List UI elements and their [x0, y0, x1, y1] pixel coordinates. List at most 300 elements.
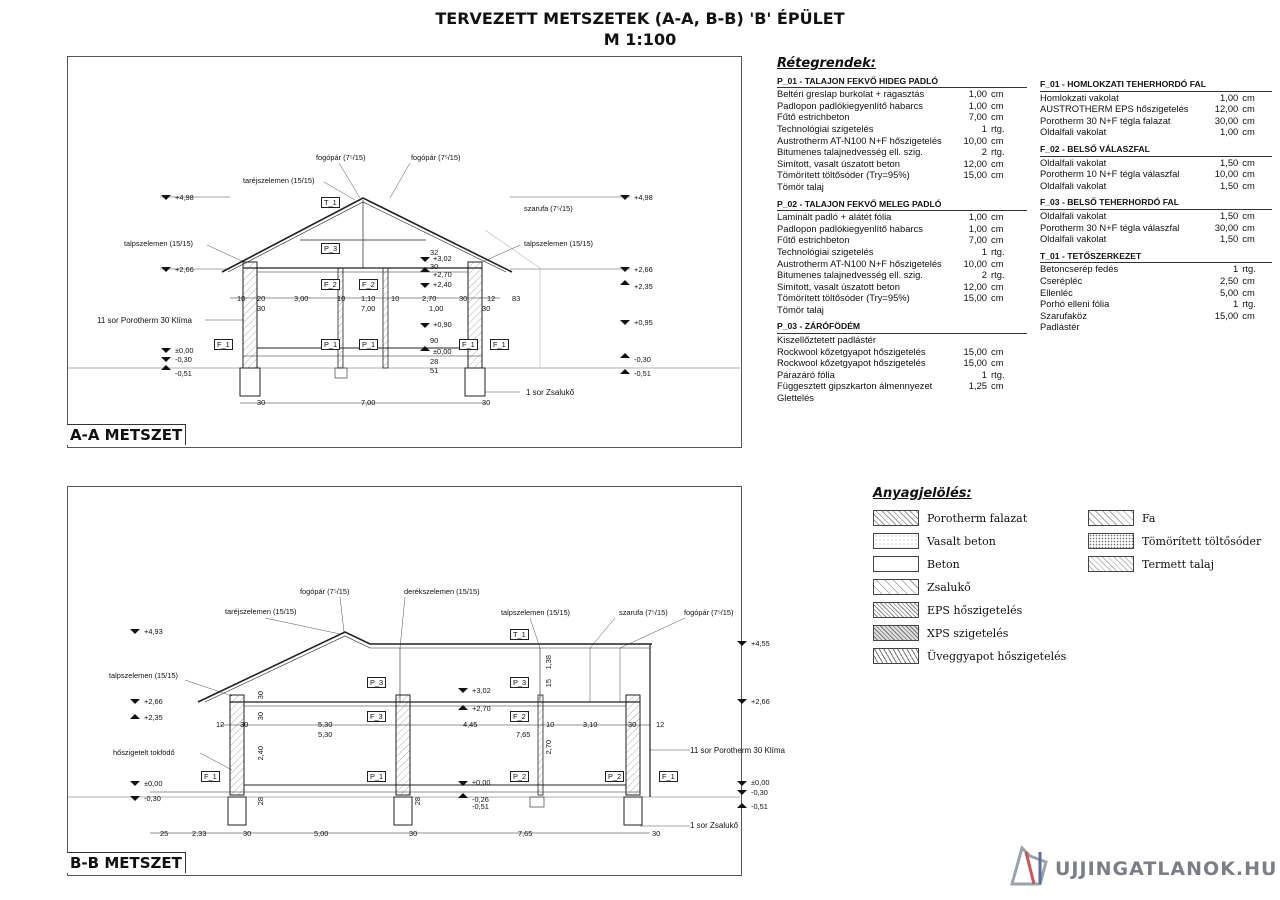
layer-row-unit: cm: [991, 169, 1004, 181]
layer-row: [1040, 92, 1272, 104]
layer-row-value: 1: [1233, 298, 1239, 310]
bb-label-tarejszelemen: taréjszelemen (15/15): [225, 607, 297, 616]
layer-row-unit: cm: [1242, 103, 1255, 115]
layer-row-value: 1,00: [1220, 91, 1239, 103]
bb-dim-13: 1,38: [544, 655, 553, 670]
layer-row: [1040, 210, 1272, 222]
bb-level-mid-3: ±0,00: [472, 778, 491, 787]
swatch-zsaluko: [873, 579, 919, 595]
layer-row-name: Rockwool kőzetgyapot hőszigetelés: [777, 345, 926, 357]
layer-row-unit: cm: [1242, 209, 1255, 221]
legend-item-porotherm: Porotherm falazat: [873, 510, 1027, 526]
aa-dim-10: 83: [512, 294, 521, 303]
layer-row-value: 12,00: [963, 157, 987, 169]
bb-dim-15: 30: [256, 712, 265, 721]
layer-row-value: 1,50: [1220, 156, 1239, 168]
layer-row-name: Beltéri greslap burkolat + ragasztás: [777, 88, 925, 100]
layer-row-name: AUSTROTHERM EPS hőszigetelés: [1040, 103, 1189, 115]
layer-row: [777, 146, 1027, 158]
layer-row-value: 15,00: [1214, 309, 1239, 321]
layer-row-name: Technológiai szigetelés: [777, 245, 874, 257]
bb-dim-17: 28: [256, 797, 265, 806]
swatch-vasalt-beton: [873, 533, 919, 549]
layer-row-unit: cm: [1242, 156, 1255, 168]
layer-row-unit: cm: [1242, 126, 1255, 138]
aa-level-left-1: +4,98: [175, 193, 194, 202]
layer-row-name: Austrotherm AT-N100 N+F hőszigetelés: [777, 134, 942, 146]
layer-row-name: Szarufaköz: [1040, 309, 1087, 321]
layer-row-name: Padlopon padlókiegyenlítő habarcs: [777, 99, 923, 111]
layer-row-name: Simított, vasalt úszatott beton: [777, 280, 900, 292]
aa-dim-6: 10: [391, 294, 400, 303]
layer-row: [777, 281, 1027, 293]
aa-dim-15: 30: [257, 398, 266, 407]
layer-row-name: Bitumenes talajnedvesség ell. szig.: [777, 146, 923, 158]
bb-dim-4: 5,30: [318, 730, 333, 739]
aa-tag-f1-2: F_1: [459, 339, 478, 350]
legend-item-fa: Fa: [1088, 510, 1155, 526]
layer-row: [777, 100, 1027, 112]
bb-dim-25: 30: [652, 829, 661, 838]
bb-dim-19: 25: [160, 829, 169, 838]
layer-row-unit: cm: [991, 292, 1004, 304]
watermark-text: UJJINGATLANOK.HU: [1055, 858, 1278, 880]
layer-row-unit: cm: [991, 257, 1004, 269]
aa-level-right-2: +2,66: [634, 265, 653, 274]
layer-row-unit: cm: [991, 234, 1004, 246]
aa-dim-8: 30: [459, 294, 468, 303]
layer-row: [777, 304, 1027, 316]
aa-level-mid-2: +2,70: [433, 270, 452, 279]
layer-group-title: F_02 - BELSŐ VÁLASZFAL: [1040, 144, 1272, 157]
layer-row: [777, 380, 1027, 392]
swatch-toltosoder: [1088, 533, 1134, 549]
layer-spec-column-1: [777, 58, 1027, 404]
layer-group-title: P_03 - ZÁRÓFÖDÉM: [777, 321, 1027, 334]
aa-level-right-6: -0,51: [634, 369, 651, 378]
layer-row-value: 2,50: [1220, 274, 1239, 286]
layer-group-title: T_01 - TETŐSZERKEZET: [1040, 251, 1272, 264]
layer-group-title: F_01 - HOMLOKZATI TEHERHORDÓ FAL: [1040, 79, 1272, 92]
layer-row-value: [947, 392, 991, 404]
layer-row-name: Simított, vasalt úszatott beton: [777, 157, 900, 169]
bb-label-zsaluko: 1 sor Zsalukő: [690, 821, 739, 830]
layer-row-value: 30,00: [1214, 114, 1239, 126]
layer-row-unit: cm: [991, 111, 1004, 123]
layer-row-name: Porotherm 30 N+F tégla válaszfal: [1040, 221, 1180, 233]
aa-mid-dim-2: 30: [430, 262, 439, 271]
swatch-uveggyapot: [873, 648, 919, 664]
layer-row: [777, 346, 1027, 358]
layer-row-value: 15,00: [963, 345, 987, 357]
layer-row-name: Ellenléc: [1040, 286, 1073, 298]
layer-row-value: 5,00: [1220, 286, 1239, 298]
aa-level-left-2: +2,66: [175, 265, 194, 274]
layer-row: [777, 88, 1027, 100]
layer-row-name: Glettelés: [777, 392, 814, 404]
bb-tag-t1: T_1: [510, 629, 529, 640]
layer-row: [777, 123, 1027, 135]
aa-dim-17: 30: [482, 398, 491, 407]
layer-row-value: 10,00: [1214, 168, 1239, 180]
aa-level-right-1: +4,98: [634, 193, 653, 202]
layer-row-name: Porotherm 10 N+F tégla válaszfal: [1040, 168, 1180, 180]
aa-mid-dim-1: 32: [430, 248, 439, 257]
layer-row-unit: rtg.: [991, 146, 1005, 158]
layer-row-value: 10,00: [963, 257, 987, 269]
layer-row-unit: cm: [1242, 179, 1255, 191]
layer-row: [1040, 310, 1272, 322]
bb-label-fogopar-2: fogópár (7⁵/15): [684, 608, 734, 617]
bb-dim-8: 3,10: [583, 720, 598, 729]
layer-row: [1040, 180, 1272, 192]
drawing-title-line1: TERVEZETT METSZETEK (A-A, B-B) 'B' ÉPÜLET: [435, 9, 845, 28]
bb-dim-1: 12: [216, 720, 225, 729]
aa-label-talpszelemen-right: talpszelemen (15/15): [524, 239, 594, 248]
swatch-beton: [873, 556, 919, 572]
layer-row-unit: cm: [1242, 91, 1255, 103]
bb-tag-p3-1: P_3: [367, 677, 386, 688]
layer-row-unit: cm: [1242, 233, 1255, 245]
aa-level-right-3: +2,35: [634, 282, 653, 291]
bb-dim-21: 30: [243, 829, 252, 838]
bb-level-mid-1: +3,02: [472, 686, 491, 695]
layer-row: [777, 211, 1027, 223]
bb-dim-10: 12: [656, 720, 665, 729]
aa-level-right-4: +0,95: [634, 318, 653, 327]
layer-row-unit: cm: [991, 280, 1004, 292]
aa-label-porotherm: 11 sor Porotherm 30 Klíma: [97, 316, 193, 325]
layer-row-unit: cm: [1242, 309, 1255, 321]
layer-row: [777, 135, 1027, 147]
layer-row-name: Padlopon padlókiegyenlítő habarcs: [777, 222, 923, 234]
legend-item-termett-talaj: Termett talaj: [1088, 556, 1214, 572]
layer-row-value: 12,00: [963, 280, 987, 292]
layer-row-value: 1: [981, 368, 987, 380]
layer-row-value: 15,00: [963, 169, 987, 181]
bb-level-mid-5: -0,51: [472, 802, 489, 811]
aa-level-left-3: ±0,00: [175, 346, 194, 355]
bb-dim-22: 5,00: [314, 829, 329, 838]
layer-row-name: Tömör talaj: [777, 180, 824, 192]
aa-dim-12: 7,00: [361, 304, 376, 313]
legend-item-zsaluko: Zsalukő: [873, 579, 971, 595]
aa-tag-p1-1: P_1: [321, 339, 340, 350]
bb-level-right-5: -0,51: [751, 802, 768, 811]
layer-row-unit: rtg.: [991, 245, 1005, 257]
bb-tag-p2-1: P_2: [510, 771, 529, 782]
layer-row-value: 1,25: [968, 380, 987, 392]
bb-level-left-1: +4,93: [144, 627, 163, 636]
layer-row-value: 15,00: [963, 357, 987, 369]
bb-label-porotherm: 11 sor Porotherm 30 Klíma: [690, 746, 786, 755]
aa-level-left-5: -0,51: [175, 369, 192, 378]
bb-dim-24: 7,65: [518, 829, 533, 838]
bb-dim-3: 5,30: [318, 720, 333, 729]
aa-level-right-5: -0,30: [634, 355, 651, 364]
layer-row-value: 2: [981, 146, 987, 158]
layer-row-name: Tömör talaj: [777, 303, 824, 315]
legend-heading: Anyagjelölés:: [873, 486, 972, 501]
layer-row: [777, 246, 1027, 258]
bb-level-right-4: -0,30: [751, 788, 768, 797]
bb-dim-11: 2,40: [256, 746, 265, 761]
layer-row: [777, 269, 1027, 281]
bb-label-szarufa: szarufa (7⁵/15): [619, 608, 668, 617]
layer-row-unit: cm: [991, 380, 1004, 392]
aa-dim-5: 1,10: [361, 294, 376, 303]
layer-row-value: 30,00: [1214, 221, 1239, 233]
bb-tag-f1-2: F_1: [659, 771, 678, 782]
layer-row: [777, 223, 1027, 235]
layer-row-value: [947, 181, 991, 193]
layer-row-name: Oldalfali vakolat: [1040, 209, 1107, 221]
layer-row-name: Párazáró fólia: [777, 368, 835, 380]
bb-level-left-4: ±0,00: [144, 779, 163, 788]
swatch-fa: [1088, 510, 1134, 526]
layer-row-unit: [991, 392, 1021, 404]
aa-dim-13: 30: [482, 304, 491, 313]
layer-row-name: Kiszellőztetett padlástér: [777, 334, 877, 346]
layer-row: [1040, 103, 1272, 115]
layer-row-name: Porotherm 30 N+F tégla falazat: [1040, 114, 1171, 126]
layer-row-name: Tömörített töltősóder (Try=95%): [777, 169, 910, 181]
aa-tag-f1-3: F_1: [490, 339, 509, 350]
aa-label-zsaluko: 1 sor Zsalukő: [526, 388, 575, 397]
legend-item-vasalt-beton: Vasalt beton: [873, 533, 996, 549]
layer-row-name: Fűtő estrichbeton: [777, 234, 850, 246]
layer-group-title: P_01 - TALAJON FEKVŐ HIDEG PADLÓ: [777, 76, 1027, 89]
bb-dim-16: 30: [256, 691, 265, 700]
layer-row-unit: rtg.: [991, 368, 1005, 380]
layer-row-value: 7,00: [968, 111, 987, 123]
bb-level-right-2: +2,66: [751, 697, 770, 706]
layer-group-title: P_02 - TALAJON FEKVŐ MELEG PADLÓ: [777, 199, 1027, 212]
layer-row: [777, 292, 1027, 304]
layer-row: [1040, 222, 1272, 234]
layer-row-name: Bitumenes talajnedvesség ell. szig.: [777, 269, 923, 281]
aa-mid-dim-4: 28: [430, 357, 439, 366]
aa-tag-f2-1: F_2: [321, 279, 340, 290]
layer-row-name: Rockwool kőzetgyapot hőszigetelés: [777, 357, 926, 369]
aa-dim-7: 2,70: [422, 294, 437, 303]
layer-groups-1: [777, 76, 1027, 404]
layer-row-value: 1,50: [1220, 209, 1239, 221]
bb-tag-f2: F_2: [510, 711, 529, 722]
layer-row-unit: cm: [1242, 286, 1255, 298]
bb-label-tokfodo: hőszigetelt tokfödő: [113, 748, 175, 757]
bb-dim-23: 30: [409, 829, 418, 838]
bb-tag-p1: P_1: [367, 771, 386, 782]
aa-dim-9: 12: [487, 294, 496, 303]
layer-row: [777, 169, 1027, 181]
aa-mid-dim-5: 51: [430, 366, 439, 375]
layer-row-unit: cm: [991, 157, 1004, 169]
layer-row-unit: cm: [1242, 221, 1255, 233]
aa-dim-4: 10: [337, 294, 346, 303]
layer-row-name: Függesztett gipszkarton álmennyezet: [777, 380, 933, 392]
layer-row-value: [947, 334, 991, 346]
layer-row-name: Oldalfali vakolat: [1040, 233, 1107, 245]
layer-row: [777, 369, 1027, 381]
aa-level-mid-3: +2,40: [433, 280, 452, 289]
aa-label-fogopar-1: fogópár (7⁵/15): [316, 153, 366, 162]
layer-row: [777, 392, 1027, 404]
aa-dim-3: 3,00: [294, 294, 309, 303]
layer-row-value: 1,00: [968, 222, 987, 234]
bb-dim-7: 10: [546, 720, 555, 729]
aa-dim-16: 7,00: [361, 398, 376, 407]
layer-spec-heading: Rétegrendek:: [777, 56, 876, 71]
layer-row-name: Betoncserép fedés: [1040, 263, 1119, 275]
layer-row-value: 12,00: [1214, 103, 1239, 115]
layer-row: [1040, 157, 1272, 169]
layer-row-value: 1,50: [1220, 233, 1239, 245]
layer-row-name: Oldalfali vakolat: [1040, 179, 1107, 191]
aa-tag-t1: T_1: [321, 197, 340, 208]
layer-row-name: Porhó elleni fólia: [1040, 298, 1110, 310]
layer-row-name: Fűtő estrichbeton: [777, 111, 850, 123]
aa-dim-14: 1,00: [429, 304, 444, 313]
layer-row-name: Austrotherm AT-N100 N+F hőszigetelés: [777, 257, 942, 269]
layer-row-unit: cm: [991, 99, 1004, 111]
layer-row-unit: cm: [1242, 114, 1255, 126]
layer-row-unit: rtg.: [1242, 263, 1256, 275]
layer-row-unit: rtg.: [991, 269, 1005, 281]
legend-item-eps: EPS hőszigetelés: [873, 602, 1022, 618]
layer-row-unit: cm: [991, 357, 1004, 369]
layer-row-name: Laminált padló + alátét fólia: [777, 211, 892, 223]
layer-row-name: Homlokzati vakolat: [1040, 91, 1119, 103]
bb-level-right-1: +4,55: [751, 639, 770, 648]
layer-row-name: Oldalfali vakolat: [1040, 156, 1107, 168]
layer-row-value: 1,00: [968, 99, 987, 111]
aa-label-szarufa: szarufa (7⁵/15): [524, 204, 573, 213]
swatch-porotherm: [873, 510, 919, 526]
aa-level-mid-1: +3,02: [433, 254, 452, 263]
bb-dim-9: 30: [628, 720, 637, 729]
bb-label-fogopar-1: fogópár (7⁵/15): [300, 587, 350, 596]
bb-dim-12: 2,70: [544, 740, 553, 755]
layer-row: [777, 158, 1027, 170]
aa-tag-f1-1: F_1: [214, 339, 233, 350]
aa-tag-p1-2: P_1: [359, 339, 378, 350]
layer-row: [1040, 233, 1272, 245]
layer-row: [1040, 126, 1272, 138]
bb-label-talpszelemen-left: talpszelemen (15/15): [109, 671, 179, 680]
bb-level-mid-2: +2,70: [472, 704, 491, 713]
layer-row-name: Tömörített töltősóder (Try=95%): [777, 292, 910, 304]
bb-dim-2: 30: [240, 720, 249, 729]
layer-row: [777, 258, 1027, 270]
aa-level-left-4: -0,30: [175, 355, 192, 364]
layer-row: [1040, 287, 1272, 299]
layer-row-unit: rtg.: [991, 122, 1005, 134]
bb-dim-20: 2,33: [192, 829, 207, 838]
bb-label-derekszelemen: derékszelemen (15/15): [404, 587, 480, 596]
bb-tag-p3-2: P_3: [510, 677, 529, 688]
layer-row: [1040, 298, 1272, 310]
layer-row-name: Padlástér: [1040, 321, 1080, 333]
layer-row: [777, 334, 1027, 346]
bb-tag-f3: F_3: [367, 711, 386, 722]
bb-dim-14: 15: [544, 679, 553, 688]
bb-level-left-2: +2,66: [144, 697, 163, 706]
aa-tag-p3: P_3: [321, 243, 340, 254]
layer-groups-2: [1040, 79, 1272, 333]
layer-group-title: F_03 - BELSŐ TEHERHORDÓ FAL: [1040, 197, 1272, 210]
bb-label-talpszelemen: talpszelemen (15/15): [501, 608, 571, 617]
layer-row: [1040, 115, 1272, 127]
layer-row: [777, 111, 1027, 123]
layer-row-unit: cm: [1242, 168, 1255, 180]
drawing-scale: M 1:100: [603, 30, 677, 49]
swatch-termett-talaj: [1088, 556, 1134, 572]
layer-row-value: 7,00: [968, 234, 987, 246]
aa-label-talpszelemen-left: talpszelemen (15/15): [124, 239, 194, 248]
bb-level-mid-4: -0,26: [472, 795, 489, 804]
bb-level-left-5: -0,30: [144, 794, 161, 803]
layer-row-name: Cserépléc: [1040, 274, 1083, 286]
layer-row-value: 1,50: [1220, 179, 1239, 191]
layer-row-value: [1199, 321, 1243, 333]
layer-row-unit: [991, 181, 1021, 193]
layer-row-unit: cm: [991, 88, 1004, 100]
layer-spec-column-2: [1040, 58, 1272, 333]
layer-row: [1040, 321, 1272, 333]
layer-row: [777, 181, 1027, 193]
legend-item-beton: Beton: [873, 556, 960, 572]
aa-level-mid-5: ±0,00: [433, 347, 452, 356]
layer-row-unit: cm: [991, 211, 1004, 223]
layer-row-unit: cm: [991, 134, 1004, 146]
layer-row-value: 15,00: [963, 292, 987, 304]
legend-item-uveggyapot: Üveggyapot hőszigetelés: [873, 648, 1066, 664]
layer-row-value: 1: [1233, 263, 1239, 275]
aa-label-fogopar-2: fogópár (7⁵/15): [411, 153, 461, 162]
bb-dim-5: 4,45: [463, 720, 478, 729]
layer-row: [1040, 263, 1272, 275]
bb-tag-f1-1: F_1: [201, 771, 220, 782]
layer-row-value: 10,00: [963, 134, 987, 146]
layer-row-unit: [991, 334, 1021, 346]
layer-row-unit: [1242, 321, 1272, 333]
bb-level-right-3: ±0,00: [751, 778, 770, 787]
legend-item-xps: XPS szigetelés: [873, 625, 1008, 641]
layer-row-value: [947, 304, 991, 316]
section-bb-label: B-B METSZET: [67, 852, 186, 873]
section-aa-label: A-A METSZET: [67, 424, 186, 445]
aa-dim-11: 30: [257, 304, 266, 313]
layer-row: [777, 234, 1027, 246]
bb-tag-p2-2: P_2: [605, 771, 624, 782]
material-legend: [873, 486, 1273, 686]
layer-row-unit: rtg.: [1242, 298, 1256, 310]
layer-row-unit: cm: [991, 345, 1004, 357]
aa-label-tarejszelemen: taréjszelemen (15/15): [243, 176, 315, 185]
swatch-eps: [873, 602, 919, 618]
bb-dim-6: 7,65: [516, 730, 531, 739]
aa-dim-1: 10: [237, 294, 246, 303]
layer-row: [1040, 275, 1272, 287]
aa-mid-dim-3: 90: [430, 336, 439, 345]
layer-row-name: Technológiai szigetelés: [777, 122, 874, 134]
layer-row-value: 1: [981, 245, 987, 257]
layer-row-value: 1,00: [968, 211, 987, 223]
layer-row-unit: cm: [1242, 274, 1255, 286]
layer-row-name: Oldalfali vakolat: [1040, 126, 1107, 138]
layer-row-value: 1,00: [1220, 126, 1239, 138]
